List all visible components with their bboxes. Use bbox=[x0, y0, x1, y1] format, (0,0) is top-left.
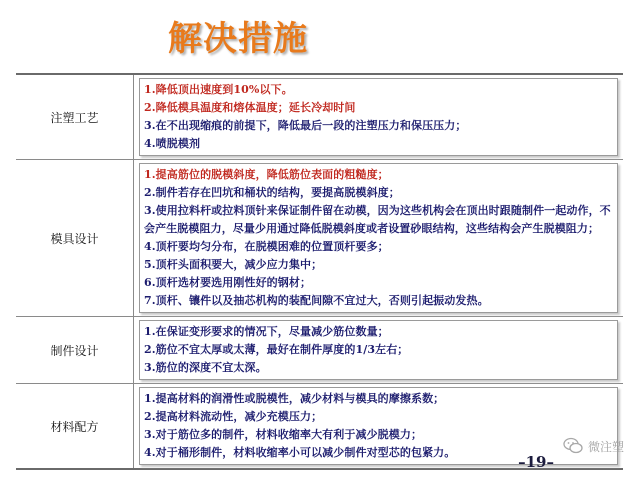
row-content bbox=[134, 317, 623, 383]
row-label: 注塑工艺 bbox=[16, 75, 134, 159]
table-row-injection-process bbox=[16, 75, 623, 159]
measure-item: 2.提高材料流动性，减少充模压力； bbox=[144, 410, 323, 423]
row-label: 模具设计 bbox=[16, 160, 134, 316]
measure-item: 3.在不出现缩痕的前提下，降低最后一段的注塑压力和保压压力； bbox=[144, 119, 467, 132]
watermark bbox=[563, 436, 624, 456]
row-content bbox=[134, 75, 623, 159]
measure-item: 4.喷脱模剂 bbox=[144, 137, 201, 150]
measure-box bbox=[139, 320, 618, 380]
page-number: –19– bbox=[518, 453, 554, 471]
measure-item: 2.降低模具温度和熔体温度；延长冷却时间 bbox=[144, 101, 356, 114]
measure-item: 7.顶杆、镶件以及抽芯机构的装配间隙不宜过大，否则引起振动发热。 bbox=[144, 294, 489, 307]
measure-item: 3.对于筋位多的制件，材料收缩率大有利于减少脱模力； bbox=[144, 428, 423, 441]
measures-table bbox=[16, 73, 623, 470]
row-label: 制件设计 bbox=[16, 317, 134, 383]
wechat-icon bbox=[563, 437, 583, 455]
measure-item: 3.使用拉料杆或拉料顶针来保证制件留在动模，因为这些机构会在顶出时跟随制件一起动作，不会产生脱模阻力，尽量少用通过降低脱模斜度或者设置砂眼结构，这些结构会产生脱模阻力； bbox=[144, 204, 611, 235]
measure-item: 1.降低顶出速度到10%以下。 bbox=[144, 83, 293, 96]
measure-item: 4.顶杆要均匀分布，在脱模困难的位置顶杆要多； bbox=[144, 240, 389, 253]
measure-item: 6.顶杆选材要选用刚性好的钢材； bbox=[144, 276, 312, 289]
measure-item: 3.筋位的深度不宜太深。 bbox=[144, 361, 267, 374]
measure-item: 2.筋位不宜太厚或太薄，最好在制件厚度的1/3左右； bbox=[144, 343, 409, 356]
page-title: 解决措施 bbox=[168, 19, 308, 59]
row-label: 材料配方 bbox=[16, 384, 134, 468]
measure-item: 1.提高筋位的脱模斜度，降低筋位表面的粗糙度； bbox=[144, 168, 389, 181]
row-content bbox=[134, 160, 623, 316]
measure-box bbox=[139, 163, 618, 313]
measure-item: 5.顶杆头面积要大，减少应力集中； bbox=[144, 258, 323, 271]
measure-item: 1.提高材料的润滑性或脱模性，减少材料与模具的摩擦系数； bbox=[144, 392, 445, 405]
table-row-mold-design bbox=[16, 159, 623, 316]
measure-item: 2.制件若存在凹坑和桶状的结构，要提高脱模斜度； bbox=[144, 186, 400, 199]
measure-item: 4.对于桶形制件，材料收缩率小可以减少制件对型芯的包紧力。 bbox=[144, 446, 456, 459]
watermark-text: 微注塑 bbox=[587, 439, 624, 454]
measure-item: 1.在保证变形要求的情况下，尽量减少筋位数量； bbox=[144, 325, 389, 338]
measure-box bbox=[139, 78, 618, 156]
table-row-part-design bbox=[16, 316, 623, 383]
